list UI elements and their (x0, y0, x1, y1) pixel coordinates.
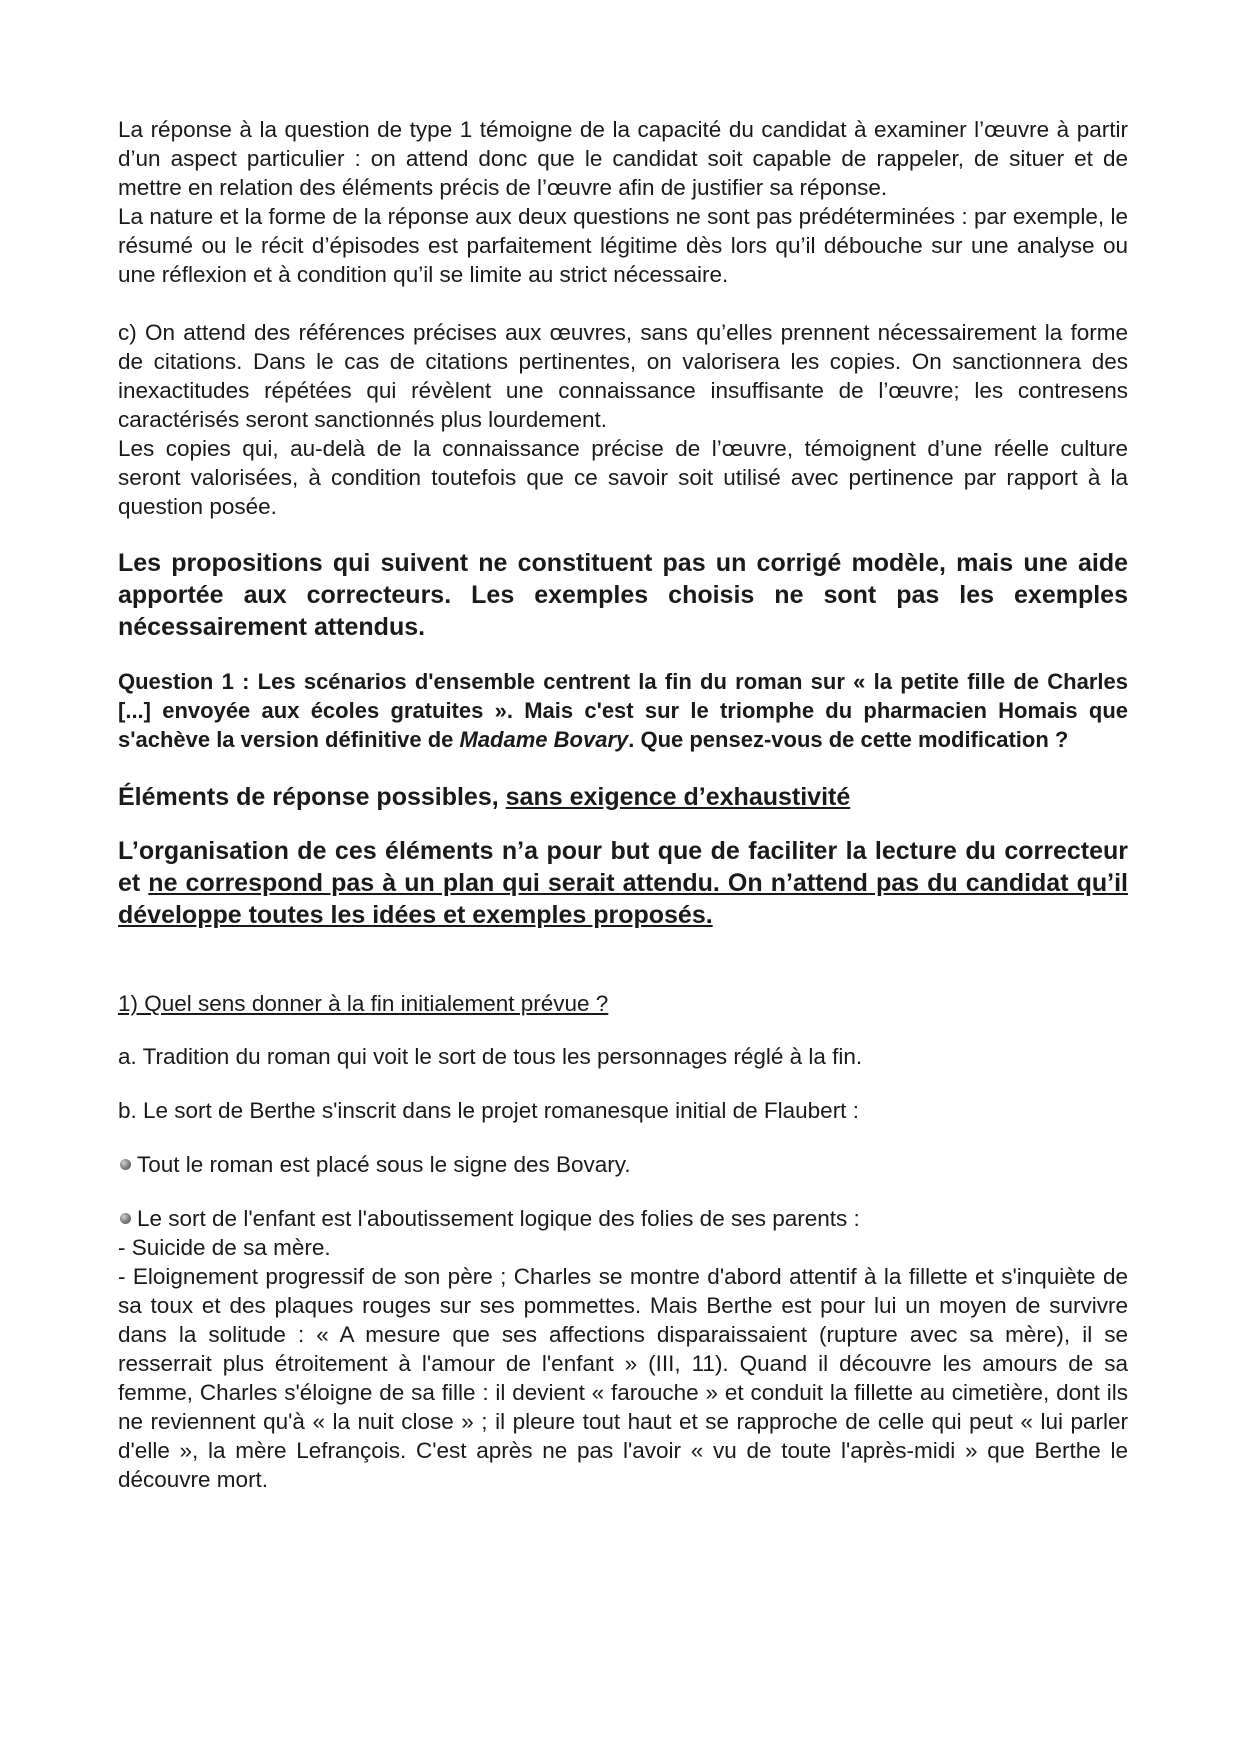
bullet-text-1: Tout le roman est placé sous le signe des Bovary. (137, 1152, 631, 1177)
point-b: b. Le sort de Berthe s'inscrit dans le projet romanesque initial de Flaubert : (118, 1098, 859, 1123)
organisation-note-underlined: ne correspond pas à un plan qui serait attendu. On n’attend pas du candidat qu’il développe toutes les idées et exemples proposés. (118, 869, 1128, 929)
bullet-item-1 (118, 1150, 1128, 1179)
question-1 (118, 667, 1128, 754)
intro-paragraph-3: c) On attend des références précises aux œuvres, sans qu’elles prennent nécessairement la forme de citations. Dans le cas de citations pertinentes, on valorisera les copies. On sanctionnera des inexactitudes répétées qui révèlent une connaissance insuffisante de l’œuvre; les contresens caractérisés seront sanctionnés plus lourdement. (118, 320, 1128, 432)
elements-heading-lead: Éléments de réponse possibles, (118, 783, 506, 811)
point-a: a. Tradition du roman qui voit le sort de tous les personnages réglé à la fin. (118, 1044, 863, 1069)
novel-title: Madame Bovary (459, 727, 629, 752)
dash-item-1: - Suicide de sa mère. (118, 1235, 331, 1260)
bullet-item-2 (118, 1204, 1128, 1233)
question-text-after: . Que pensez-vous de cette modification ? (628, 727, 1069, 752)
intro-paragraph-1: La réponse à la question de type 1 témoigne de la capacité du candidat à examiner l’œuvre à partir d’un aspect particulier : on attend donc que le candidat soit capable de rappeler, de situer et de mettre en relation des éléments précis de l’œuvre afin de justifier sa réponse. (118, 117, 1128, 200)
intro-paragraph-4: Les copies qui, au-delà de la connaissance précise de l’œuvre, témoignent d’une réelle culture seront valorisées, à condition toutefois que ce savoir soit utilisé avec pertinence par rapport à la question posée. (118, 436, 1128, 519)
elements-heading-underlined: sans exigence d’exhaustivité (505, 783, 851, 811)
intro-paragraph-2: La nature et la forme de la réponse aux deux questions ne sont pas prédéterminées : par exemple, le résumé ou le récit d’épisodes est parfaitement légitime dès lors qu’il débouche sur une analyse ou une réflexion et à condition qu’il se limite au strict nécessaire. (118, 204, 1128, 287)
question-text-before: Question 1 : Les scénarios d'ensemble centrent la fin du roman sur « la petite fille de Charles [...] envoyée aux écoles gratuites ». Mais c'est sur le triomphe du pharmacien Homais que s'achève la version définitive de (118, 669, 1128, 752)
section-1-heading: 1) Quel sens donner à la fin initialement prévue ? (118, 991, 609, 1016)
dash-item-2: - Eloignement progressif de son père ; Charles se montre d'abord attentif à la fillette et s'inquiète de sa toux et des plaques rouges sur ses pommettes. Mais Berthe est pour lui un moyen de survivre dans la solitude : « A mesure que ses affections disparaissaient (rupture avec sa mère), il se resserrait plus étroitement à l'amour de l'enfant » (III, 11). Quand il découvre les amours de sa femme, Charles s'éloigne de sa fille : il devient « farouche » et conduit la fillette au cimetière, dont ils ne reviennent qu'à « la nuit close » ; il pleure tout haut et se rapproche de celle qui peut « lui parler d'elle », la mère Lefrançois. C'est après ne pas l'avoir « vu de toute l'après-midi » que Berthe le découvre mort. (118, 1264, 1128, 1492)
bullet-text-2: Le sort de l'enfant est l'aboutissement logique des folies de ses parents : (137, 1206, 860, 1231)
organisation-note-lead: L’organisation de ces éléments n’a pour but que de faciliter la lecture du correcteur et (118, 837, 1128, 897)
document-body (118, 115, 1128, 1494)
elements-heading (118, 781, 1128, 813)
bullet-icon (120, 1213, 131, 1224)
bullet-icon (120, 1159, 131, 1170)
corrector-notice: Les propositions qui suivent ne constituent pas un corrigé modèle, mais une aide apportée aux correcteurs. Les exemples choisis ne sont pas les exemples nécessairement attendus. (118, 549, 1128, 641)
organisation-note (118, 835, 1128, 931)
